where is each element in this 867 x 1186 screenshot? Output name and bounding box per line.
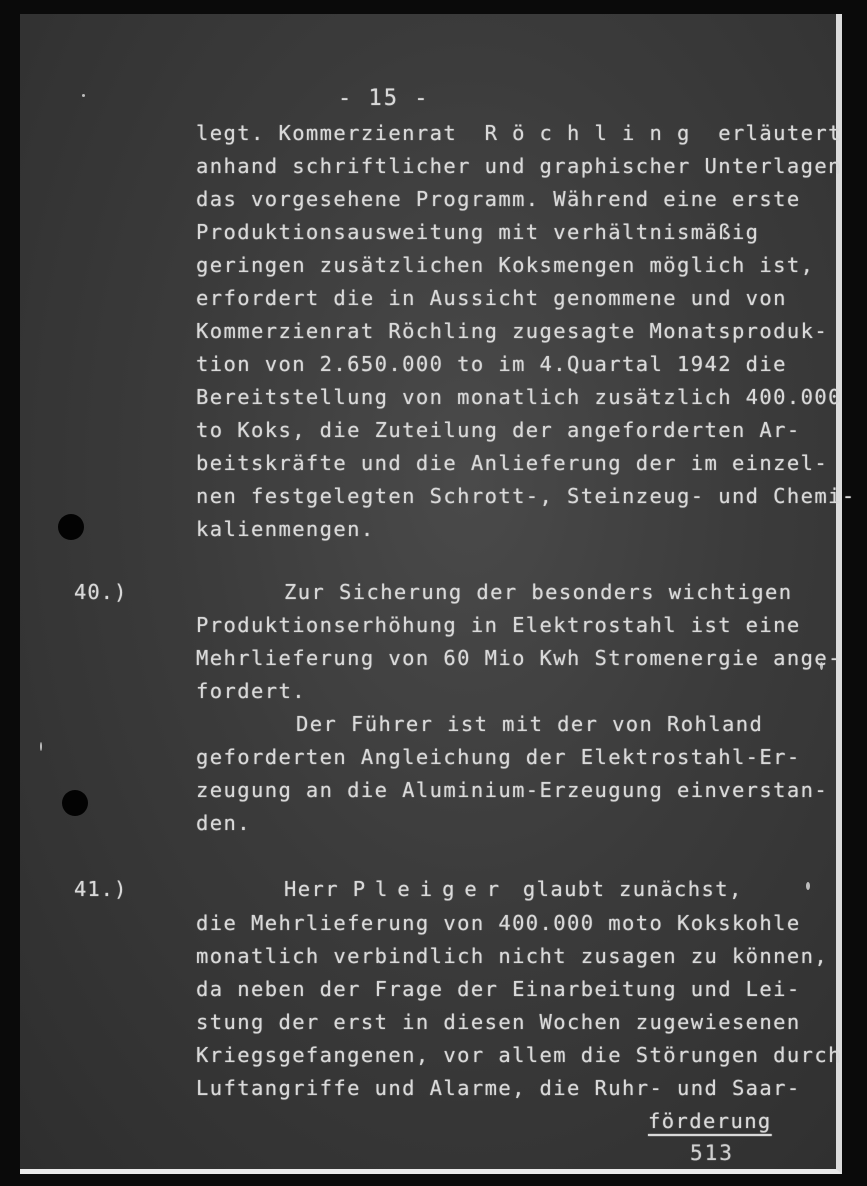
text-line: Luftangriffe und Alarme, die Ruhr- und Saar- <box>196 1076 801 1100</box>
punch-hole-upper <box>58 514 84 540</box>
text-line: zeugung an die Aluminium-Erzeugung einverstan- <box>196 778 829 802</box>
text-line: stung der erst in diesen Wochen zugewiesenen <box>196 1010 801 1034</box>
item-number-40: 40.) <box>74 580 128 604</box>
text-fragment: Herr <box>284 877 353 901</box>
text-line: das vorgesehene Programm. Während eine erste <box>196 187 801 211</box>
text-line: Produktionserhöhung in Elektrostahl ist eine <box>196 613 801 637</box>
text-line: Mehrlieferung von 60 Mio Kwh Stromenergie ange- <box>196 646 842 670</box>
text-line: geforderten Angleichung der Elektrostahl-Er- <box>196 745 801 769</box>
text-line: Kriegsgefangenen, vor allem die Störungen durch <box>196 1043 842 1067</box>
document-page <box>20 14 856 1174</box>
text-line: tion von 2.650.000 to im 4.Quartal 1942 die <box>196 352 787 376</box>
text-line: da neben der Frage der Einarbeitung und Lei- <box>196 977 801 1001</box>
text-line: kalienmengen. <box>196 517 375 541</box>
page-number: - 15 - <box>338 86 430 111</box>
text-line: den. <box>196 811 251 835</box>
text-line: legt. Kommerzienrat R ö c h l i n g erläutert <box>196 121 842 145</box>
text-line: beitskräfte und die Anlieferung der im einzel- <box>196 451 829 475</box>
text-line: Bereitstellung von monatlich zusätzlich 400.000 <box>196 385 842 409</box>
scan-speck <box>82 94 85 97</box>
text-fragment: glaubt zunächst, <box>509 877 743 901</box>
text-line: fordert. <box>196 679 306 703</box>
text-line: Kommerzienrat Röchling zugesagte Monatsproduk- <box>196 319 829 343</box>
text-line-first <box>284 876 743 902</box>
scan-speck <box>806 882 810 890</box>
text-line: die Mehrlieferung von 400.000 moto Kokskohle <box>196 911 801 935</box>
text-line: erfordert die in Aussicht genommene und von <box>196 286 787 310</box>
punch-hole-lower <box>62 790 88 816</box>
text-line: monatlich verbindlich nicht zusagen zu können, <box>196 944 829 968</box>
text-line: geringen zusätzlichen Koksmengen möglich ist, <box>196 253 815 277</box>
text-line: Zur Sicherung der besonders wichtigen <box>284 580 793 604</box>
scan-speck <box>40 742 42 751</box>
catchword: förderung <box>648 1109 772 1133</box>
text-line: Der Führer ist mit der von Rohland <box>296 712 764 736</box>
text-line: anhand schriftlicher und graphischer Unterlagen <box>196 154 842 178</box>
text-line: Produktionsausweitung mit verhältnismäßig <box>196 220 760 244</box>
item-number-41: 41.) <box>74 877 128 901</box>
text-line: nen festgelegten Schrott-, Steinzeug- und Chemi- <box>196 484 856 508</box>
text-line: to Koks, die Zuteilung der angeforderten Ar- <box>196 418 801 442</box>
archive-number: 513 <box>690 1141 734 1165</box>
spaced-name: Pleiger <box>352 877 510 901</box>
